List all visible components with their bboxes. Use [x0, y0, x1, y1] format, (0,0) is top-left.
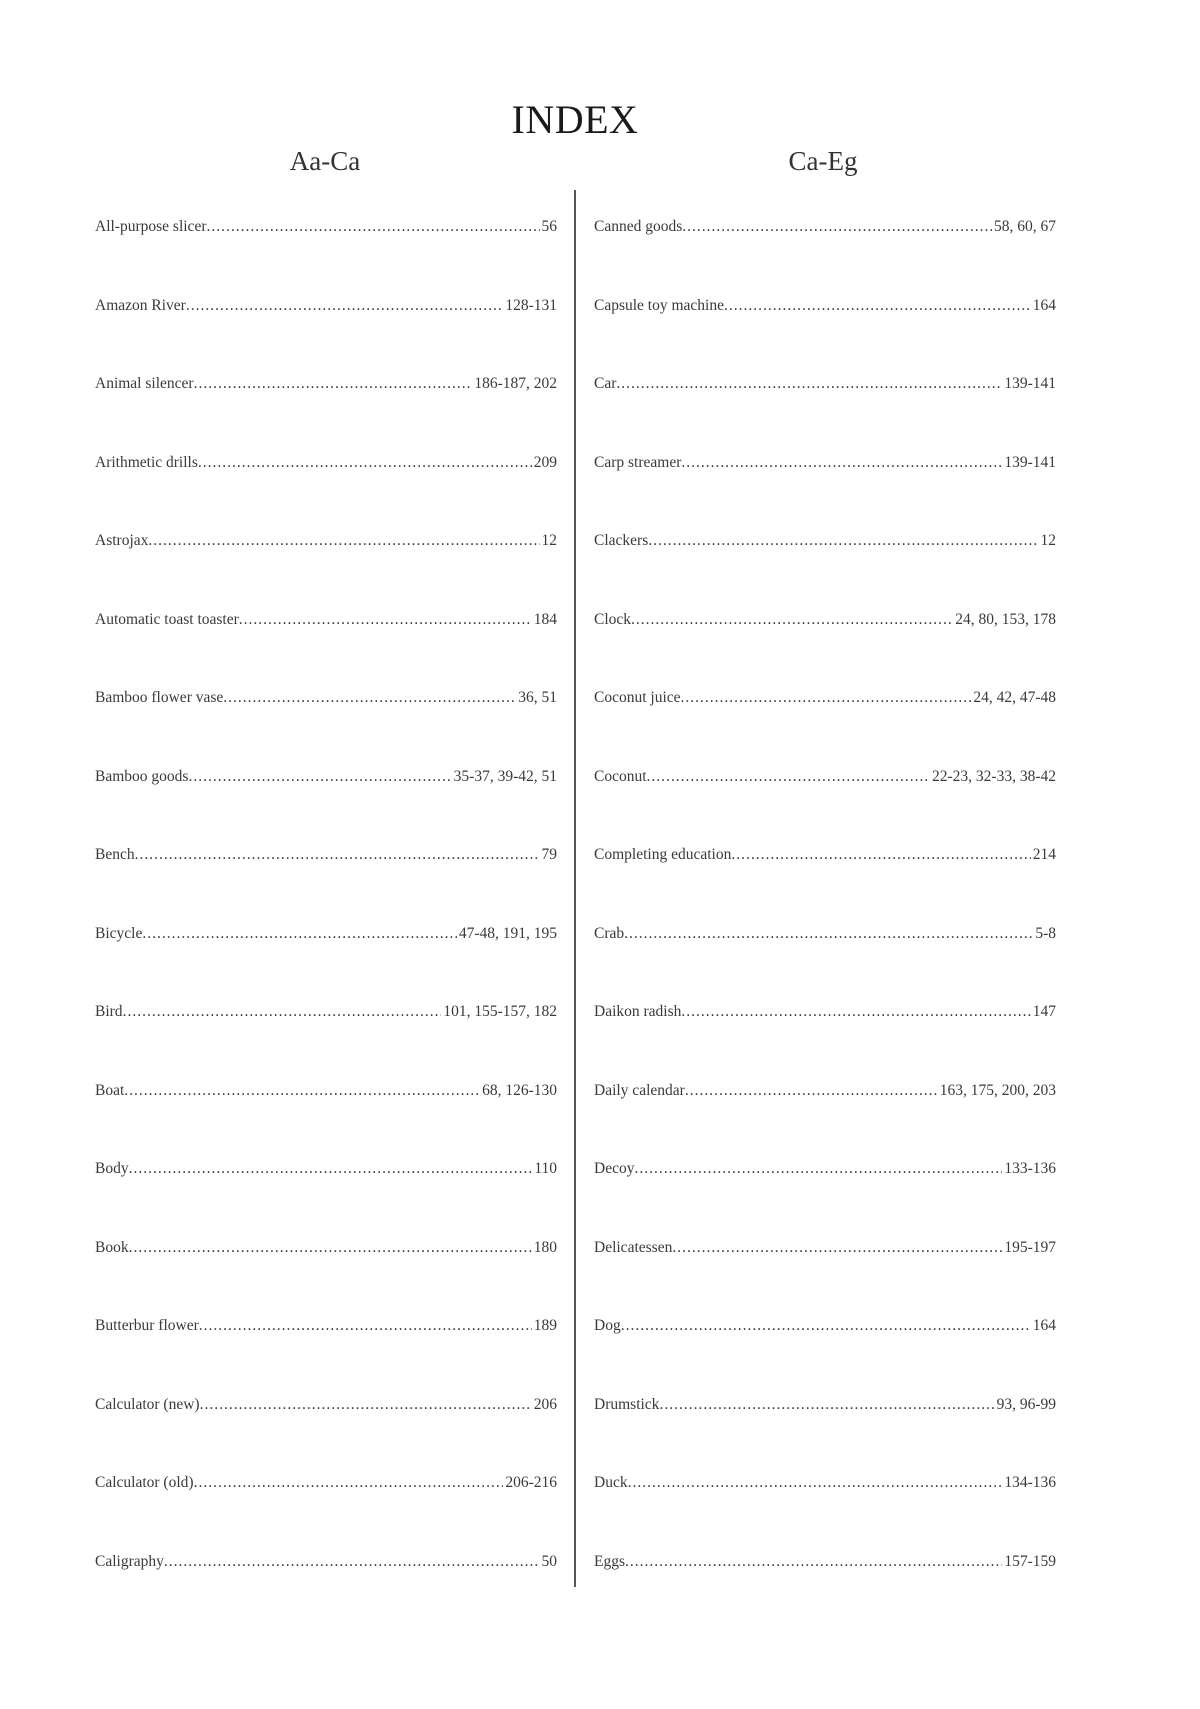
index-entry	[95, 218, 557, 297]
dot-leader	[731, 846, 1030, 864]
index-entry	[594, 297, 1056, 376]
index-entry	[95, 1160, 557, 1239]
entry-pages: 157-159	[1004, 1552, 1056, 1570]
entry-pages: 209	[533, 453, 557, 471]
dot-leader	[194, 375, 473, 393]
entry-pages: 189	[533, 1317, 557, 1334]
dot-leader	[123, 1003, 442, 1021]
index-entry	[594, 689, 1056, 768]
entry-term: Bamboo goods	[95, 767, 189, 785]
dot-leader	[672, 1239, 1002, 1257]
entry-pages: 5-8	[1035, 924, 1056, 942]
entry-pages: 110	[534, 1160, 557, 1177]
entry-term: Clock	[594, 610, 632, 628]
entry-pages: 12	[541, 532, 557, 549]
dot-leader	[631, 611, 953, 629]
index-entry	[594, 532, 1056, 611]
entry-pages: 50	[541, 1552, 557, 1570]
dot-leader	[198, 454, 532, 472]
entry-pages: 24, 80, 153, 178	[955, 610, 1056, 628]
index-entry	[95, 925, 557, 1004]
dot-leader	[129, 1160, 533, 1178]
entry-pages: 134-136	[1004, 1474, 1056, 1491]
entry-term: Calculator (new)	[95, 1395, 200, 1413]
index-entry	[594, 1553, 1056, 1632]
index-entry	[594, 1160, 1056, 1239]
index-entry	[95, 532, 557, 611]
entry-term: Clackers	[594, 532, 649, 549]
entry-pages: 206	[533, 1395, 557, 1413]
entry-term: Drumstick	[594, 1395, 660, 1413]
index-entry	[594, 454, 1056, 533]
index-entry	[594, 846, 1056, 925]
entry-pages: 79	[541, 846, 557, 863]
index-entry	[594, 1317, 1056, 1396]
index-entry	[594, 1082, 1056, 1161]
dot-leader	[148, 532, 539, 550]
entry-term: Automatic toast toaster	[95, 610, 239, 628]
entry-pages: 184	[533, 610, 557, 628]
column-heading-left: Aa-Ca	[289, 146, 361, 176]
entry-term: Completing education	[594, 846, 732, 863]
index-entry	[594, 375, 1056, 454]
entry-term: Body	[95, 1160, 129, 1177]
entry-term: Capsule toy machine	[594, 296, 724, 314]
entry-term: Bicycle	[95, 924, 143, 942]
dot-leader	[681, 689, 972, 707]
dot-leader	[681, 454, 1002, 472]
dot-leader	[206, 218, 539, 236]
entry-term: Decoy	[594, 1160, 635, 1177]
dot-leader	[142, 925, 456, 943]
entry-pages: 47-48, 191, 195	[458, 924, 557, 942]
index-entry	[594, 925, 1056, 1004]
entry-pages: 35-37, 39-42, 51	[453, 767, 557, 785]
dot-leader	[634, 1160, 1002, 1178]
entry-pages: 206-216	[505, 1474, 557, 1491]
index-entry	[95, 1082, 557, 1161]
entry-term: Bird	[95, 1003, 123, 1020]
dot-leader	[194, 1474, 504, 1492]
dot-leader	[223, 689, 516, 707]
entry-term: Delicatessen	[594, 1238, 673, 1256]
entry-pages: 24, 42, 47-48	[973, 689, 1056, 706]
index-entry	[95, 611, 557, 690]
index-entry	[95, 1003, 557, 1082]
index-entry	[95, 1317, 557, 1396]
entry-pages: 163, 175, 200, 203	[939, 1081, 1056, 1099]
dot-leader	[724, 297, 1031, 315]
entry-term: Calculator (old)	[95, 1474, 194, 1491]
index-entry	[594, 1396, 1056, 1475]
entry-term: Bench	[95, 846, 135, 863]
dot-leader	[616, 375, 1002, 393]
index-entry	[95, 1474, 557, 1553]
index-entry	[594, 218, 1056, 297]
entry-term: Bamboo flower vase	[95, 689, 224, 706]
entry-pages: 68, 126-130	[482, 1081, 557, 1099]
entry-term: Caligraphy	[95, 1552, 164, 1570]
dot-leader	[186, 297, 504, 315]
entry-term: Duck	[594, 1474, 628, 1491]
index-entry	[95, 689, 557, 768]
entry-term: Crab	[594, 924, 625, 942]
index-column-left	[95, 218, 557, 1631]
entry-term: Book	[95, 1238, 129, 1256]
column-divider	[574, 190, 576, 1587]
dot-leader	[685, 1082, 938, 1100]
index-entry	[594, 611, 1056, 690]
dot-leader	[628, 1474, 1003, 1492]
dot-leader	[200, 1396, 532, 1414]
dot-leader	[624, 925, 1033, 943]
dot-leader	[164, 1553, 540, 1571]
entry-term: Daikon radish	[594, 1003, 682, 1020]
entry-term: Astrojax	[95, 532, 149, 549]
index-entry	[594, 1474, 1056, 1553]
index-entry	[95, 768, 557, 847]
entry-term: Dog	[594, 1317, 621, 1334]
entry-pages: 133-136	[1004, 1160, 1056, 1177]
entry-pages: 22-23, 32-33, 38-42	[932, 767, 1056, 785]
entry-pages: 101, 155-157, 182	[443, 1003, 557, 1020]
dot-leader	[648, 532, 1038, 550]
dot-leader	[647, 768, 930, 786]
entry-term: Amazon River	[95, 296, 186, 314]
index-entry	[594, 1239, 1056, 1318]
entry-pages: 180	[533, 1238, 557, 1256]
entry-term: Coconut juice	[594, 689, 681, 706]
index-entry	[95, 1553, 557, 1632]
entry-term: Butterbur flower	[95, 1317, 199, 1334]
page-title: INDEX	[511, 97, 639, 142]
dot-leader	[124, 1082, 480, 1100]
dot-leader	[681, 1003, 1030, 1021]
entry-term: Arithmetic drills	[95, 453, 198, 471]
entry-term: Eggs	[594, 1552, 625, 1570]
entry-pages: 93, 96-99	[996, 1395, 1056, 1413]
entry-pages: 164	[1032, 296, 1056, 314]
dot-leader	[621, 1317, 1031, 1335]
dot-leader	[659, 1396, 994, 1414]
dot-leader	[188, 768, 451, 786]
dot-leader	[129, 1239, 532, 1257]
entry-pages: 195-197	[1004, 1238, 1056, 1256]
dot-leader	[199, 1317, 532, 1335]
dot-leader	[135, 846, 540, 864]
index-entry	[95, 1239, 557, 1318]
index-entry	[594, 1003, 1056, 1082]
entry-pages: 139-141	[1004, 375, 1056, 392]
entry-pages: 186-187, 202	[474, 375, 557, 392]
dot-leader	[239, 611, 532, 629]
entry-pages: 128-131	[505, 296, 557, 314]
entry-pages: 147	[1032, 1003, 1056, 1020]
entry-pages: 12	[1040, 532, 1056, 549]
entry-term: Daily calendar	[594, 1081, 685, 1099]
entry-term: Coconut	[594, 767, 647, 785]
index-entry	[95, 375, 557, 454]
entry-term: Boat	[95, 1081, 125, 1099]
index-entry	[95, 1396, 557, 1475]
entry-term: Carp streamer	[594, 453, 682, 471]
column-heading-right: Ca-Eg	[788, 146, 858, 176]
index-column-right	[594, 218, 1056, 1631]
entry-pages: 139-141	[1004, 453, 1056, 471]
entry-term: Animal silencer	[95, 375, 194, 392]
index-entry	[594, 768, 1056, 847]
dot-leader	[682, 218, 992, 236]
index-entry	[95, 297, 557, 376]
index-entry	[95, 454, 557, 533]
entry-pages: 164	[1032, 1317, 1056, 1334]
dot-leader	[625, 1553, 1002, 1571]
entry-pages: 56	[541, 218, 557, 235]
entry-term: Car	[594, 375, 617, 392]
index-entry	[95, 846, 557, 925]
entry-pages: 58, 60, 67	[994, 218, 1056, 235]
entry-pages: 36, 51	[518, 689, 557, 706]
entry-pages: 214	[1032, 846, 1056, 863]
entry-term: Canned goods	[594, 218, 683, 235]
entry-term: All-purpose slicer	[95, 218, 207, 235]
